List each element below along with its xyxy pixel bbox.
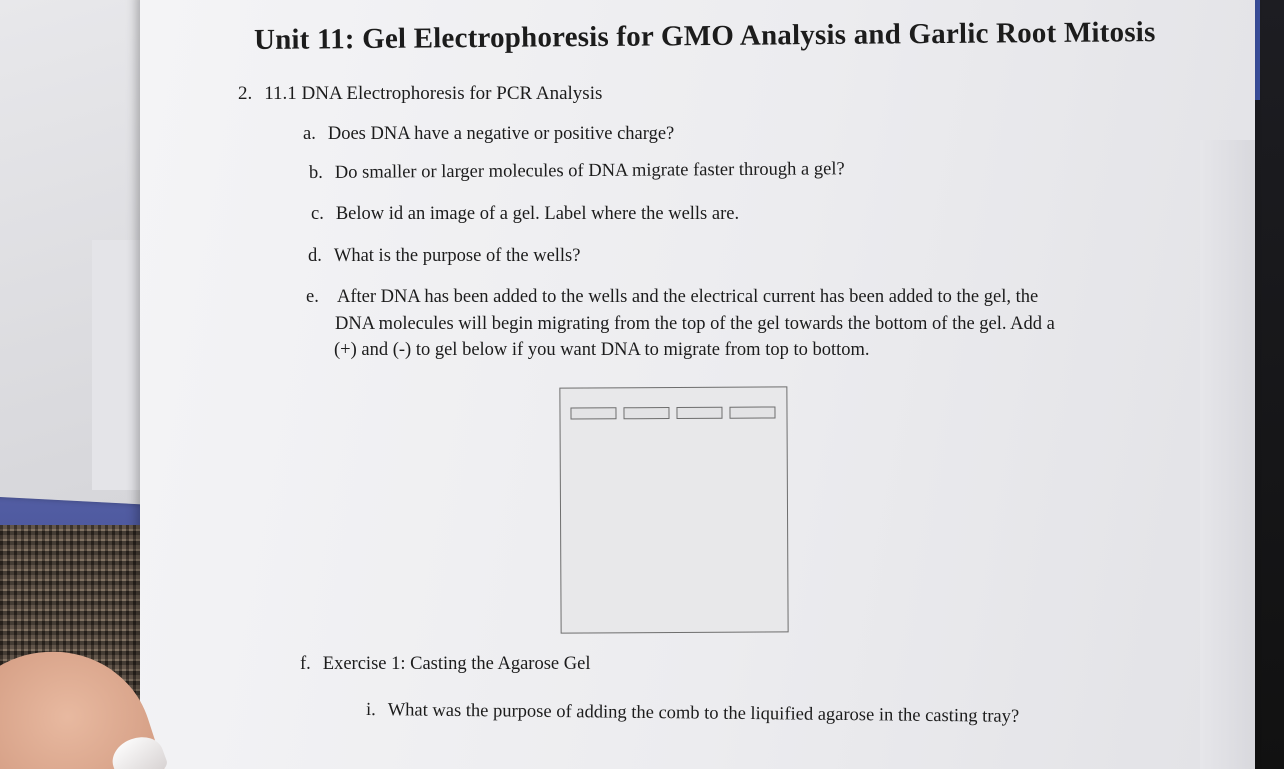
question-a-label: a. [303, 124, 316, 144]
question-e-line-1: After DNA has been added to the wells and the electrical current has been added to the gel, the [337, 287, 1039, 307]
section-text: 11.1 DNA Electrophoresis for PCR Analysis [264, 83, 603, 104]
worksheet-title: Unit 11: Gel Electrophoresis for GMO Analysis and Garlic Root Mitosis [253, 16, 1156, 56]
question-f-label: f. [300, 654, 311, 674]
question-c [311, 204, 739, 225]
subquestion-i-label: i. [365, 700, 376, 721]
section-heading [238, 83, 602, 105]
question-f [300, 654, 590, 675]
question-e-line-3: (+) and (-) to gel below if you want DNA to migrate from top to bottom. [334, 340, 870, 360]
question-e-label: e. [306, 287, 319, 307]
question-c-label: c. [311, 204, 324, 224]
gel-well-2 [623, 407, 669, 419]
question-d-label: d. [308, 246, 322, 266]
question-b [309, 159, 845, 184]
gel-well-3 [676, 407, 722, 419]
question-f-text: Exercise 1: Casting the Agarose Gel [322, 654, 591, 674]
question-c-text: Below id an image of a gel. Label where the wells are. [335, 204, 740, 224]
question-b-label: b. [308, 162, 323, 183]
question-d-text: What is the purpose of the wells? [333, 246, 581, 266]
subquestion-i-text: What was the purpose of adding the comb to the liquified agarose in the casting tray? [387, 700, 1020, 727]
question-e-line-2: DNA molecules will begin migrating from the top of the gel towards the bottom of the gel. Add a [335, 314, 1055, 334]
question-a-text: Does DNA have a negative or positive charge? [327, 124, 675, 144]
question-d [308, 246, 580, 267]
section-number: 2. [238, 83, 253, 104]
gel-well-4 [729, 406, 775, 418]
question-a [303, 124, 674, 145]
question-b-text: Do smaller or larger molecules of DNA migrate faster through a gel? [334, 159, 845, 183]
gel-well-1 [570, 407, 616, 419]
gel-diagram [559, 386, 788, 633]
worksheet-fold [1200, 140, 1255, 769]
